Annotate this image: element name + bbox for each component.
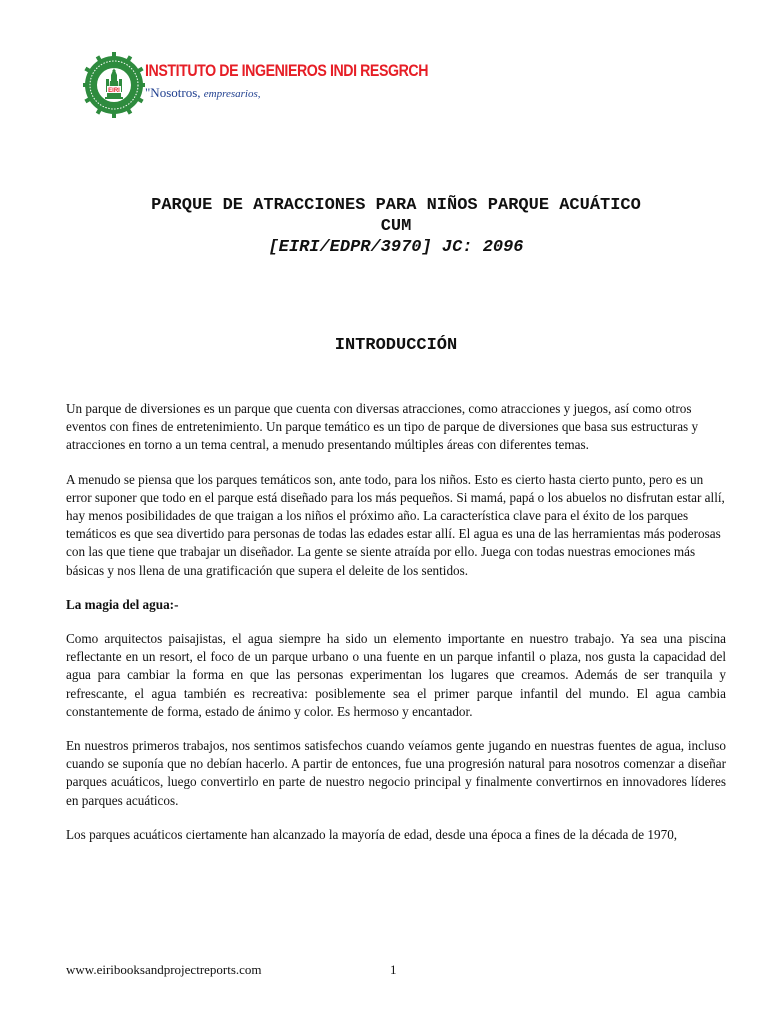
institute-tagline [145,85,261,101]
document-header [83,48,503,128]
paragraph-5: Los parques acuáticos ciertamente han alcanzado la mayoría de edad, desde una época a fines de la década de 1970, [66,826,678,842]
title-line-1: PARQUE DE ATRACCIONES PARA NIÑOS PARQUE ACUÁTICO [151,196,641,215]
tagline-start: "Nosotros, [145,85,204,100]
subheading: La magia del agua:- [66,596,179,612]
paragraph-1: Un parque de diversiones es un parque que cuenta con diversas atracciones, como atracciones y juegos, así como otros eventos con fines de entretenimiento. Un parque temático es un tipo de parque de diversiones que basa sus estructuras y atracciones en torno a un tema central, a menudo presentando múltiples áreas con diferentes temas. [66,401,699,453]
document-body [66,400,726,860]
logo-center-text: EIRI [108,88,120,94]
document-title [40,195,752,258]
institute-logo [83,48,145,122]
tagline-italic: empresarios, [203,88,261,100]
page-number: 1 [390,962,397,977]
title-line-3-code: [EIRI/EDPR/3970] JC: 2096 [268,238,524,257]
footer-url[interactable]: www.eiribooksandprojectreports.com [66,962,262,977]
paragraph-2: A menudo se piensa que los parques temáticos son, ante todo, para los niños. Esto es cierto hasta cierto punto, pero es un error suponer que todo en el parque está diseñado para los más pequeños. Si mamá, papá o los abuelos no disfrutan estar allí, hay menos posibilidades de que traigan a los niños el próximo año. La característica clave para el éxito de los parques temáticos es que sea divertido para personas de todas las edades estar allí. El agua es una de las herramientas más poderosas con las que tiene que trabajar un diseñador. La gente se siente atraída por ello. Juega con todas nuestras emociones más básicas y nos llena de una gratificación que supera el deleite de los sentidos. [66,471,725,578]
title-line-2: CUM [380,217,412,236]
paragraph-3: Como arquitectos paisajistas, el agua siempre ha sido un elemento importante en nuestro trabajo. Ya sea una piscina reflectante en un resort, el foco de un parque urbano o una fuente en un parque infantil o plaza, nos gusta la capacidad del agua para cambiar la forma en que las personas experimentan los lugares que creamos. Además de ser tranquila y refrescante, el agua también es recreativa: posiblemente sea el primer parque infantil del mundo. El agua cambia constantemente de forma, estado de ánimo y color. Es hermoso y encantador. [66,631,726,719]
section-heading: INTRODUCCIÓN [334,336,458,355]
institute-name: INSTITUTO DE INGENIEROS INDI RESGRCH [145,62,429,80]
paragraph-4: En nuestros primeros trabajos, nos sentimos satisfechos cuando veíamos gente jugando en nuestras fuentes de agua, incluso cuando se suponía que no debían hacerlo. A partir de entonces, fue una progresión natural para nosotros comenzar a diseñar parques acuáticos, luego convertirlo en parte de nuestro negocio principal y finalmente convertirnos en innovadores líderes en parques acuáticos. [66,738,726,808]
